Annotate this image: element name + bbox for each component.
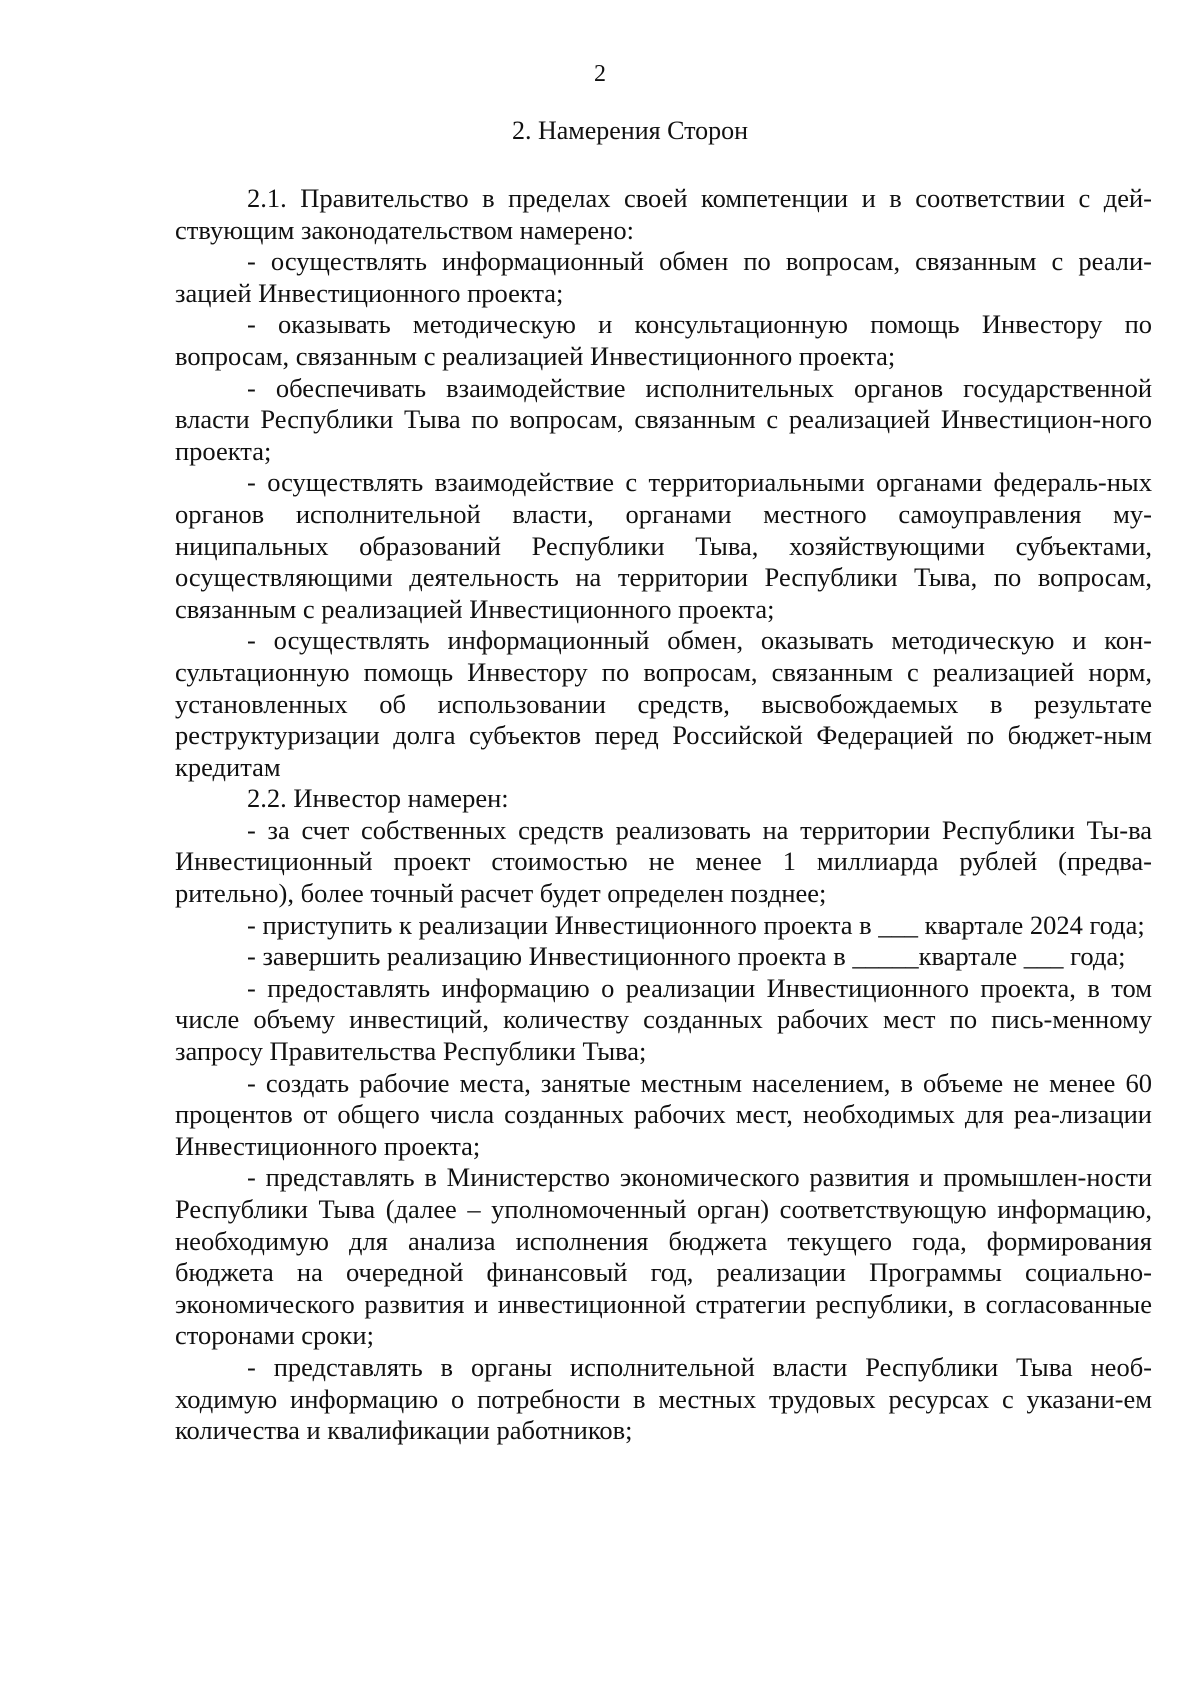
page-number: 2 xyxy=(594,61,606,87)
document-body xyxy=(175,183,1152,1447)
list-item: - за счет собственных средств реализовать на территории Республики Ты-ва Инвестиционный проект стоимостью не менее 1 миллиарда рублей (предва-рительно), более точный расчет будет определен позднее; xyxy=(175,814,1152,909)
list-item: - представлять в Министерство экономического развития и промышлен-ности Республики Тыва (далее – уполномоченный орган) соответствующую информацию, необходимую для анализа исполнения бюджета текущего года, формирования бюджета на очередной финансовый год, реализации Программы социально-экономического развития и инвестиционной стратегии республики, в согласованные сторонами сроки; xyxy=(175,1162,1152,1351)
list-item: - обеспечивать взаимодействие исполнительных органов государственной власти Республики Тыва по вопросам, связанным с реализацией Инвестицион-ного проекта; xyxy=(175,372,1152,466)
list-item: - завершить реализацию Инвестиционного проекта в _____квартале ___ года; xyxy=(247,941,1126,972)
list-item: - создать рабочие места, занятые местным населением, в объеме не менее 60 процентов от общего числа созданных рабочих мест, необходимых для реа-лизации Инвестиционного проекта; xyxy=(175,1067,1152,1161)
paragraph-2-2: 2.2. Инвестор намерен: xyxy=(247,783,509,814)
list-item: - приступить к реализации Инвестиционного проекта в ___ квартале 2024 года; xyxy=(247,909,1145,940)
list-item: - осуществлять взаимодействие с территориальными органами федераль-ных органов исполнительной власти, органами местного самоуправления му-ниципальных образований Республики Тыва, хозяйствующими субъектами, осуществляющими деятельность на территории Республики Тыва, по вопросам, связанным с реализацией Инвестиционного проекта; xyxy=(175,467,1152,624)
list-item: - оказывать методическую и консультационную помощь Инвестору по вопросам, связанным с реализацией Инвестиционного проекта; xyxy=(175,309,1152,371)
list-item: - осуществлять информационный обмен по вопросам, связанным с реали-зацией Инвестиционного проекта; xyxy=(175,246,1152,308)
list-item: - предоставлять информацию о реализации Инвестиционного проекта, в том числе объему инвестиций, количеству созданных рабочих мест по пись-менному запросу Правительства Республики Тыва; xyxy=(175,972,1152,1067)
section-title: 2. Намерения Сторон xyxy=(511,116,749,145)
list-item: - представлять в органы исполнительной власти Республики Тыва необ-ходимую информацию о потребности в местных трудовых ресурсах с указани-ем количества и квалификации работников; xyxy=(175,1351,1152,1446)
paragraph-2-1: 2.1. Правительство в пределах своей компетенции и в соответствии с дей-ствующим законодательством намерено: xyxy=(175,183,1152,245)
list-item: - осуществлять информационный обмен, оказывать методическую и кон-сультационную помощь Инвестору по вопросам, связанным с реализацией норм, установленных об использовании средств, высвобождаемых в результате реструктуризации долга субъектов перед Российской Федерацией по бюджет-ным кредитам xyxy=(175,625,1152,782)
